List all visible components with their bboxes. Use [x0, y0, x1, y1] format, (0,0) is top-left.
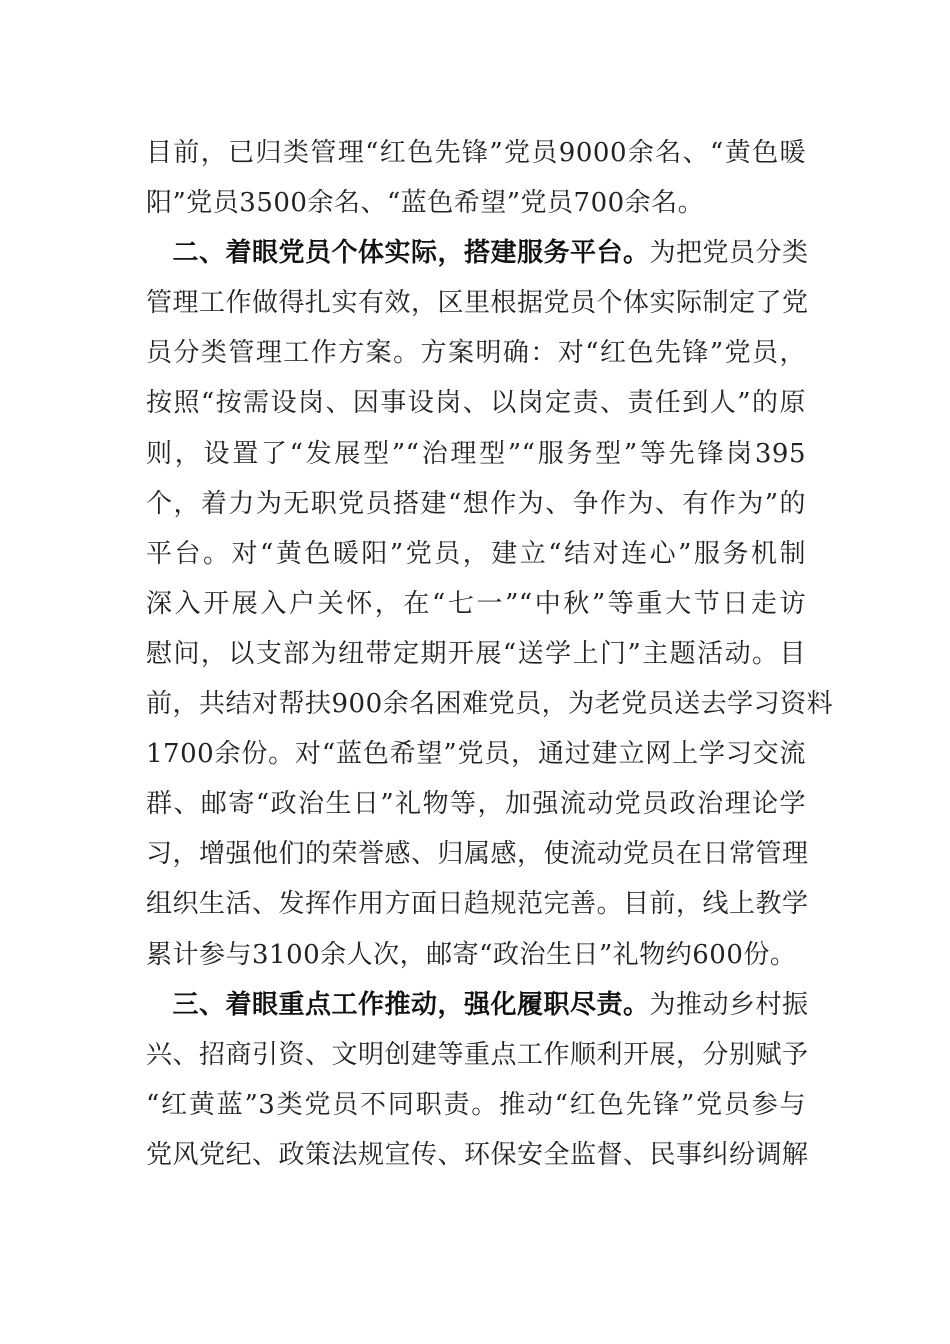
text-line	[146, 278, 809, 328]
text-line	[146, 679, 834, 729]
text-segment: 目前，已归类管理“红色先锋”党员9000余名、“黄色暖	[146, 138, 806, 168]
text-segment: 前，共结对帮扶900余名困难党员，为老党员送去学习资料	[146, 689, 834, 720]
text-segment: 党风党纪、政策法规宣传、环保安全监督、民事纠纷调解	[146, 1139, 809, 1170]
text-segment: 则，设置了“发展型”“治理型”“服务型”等先锋岗395	[146, 438, 806, 469]
text-line	[146, 328, 806, 378]
text-segment: “红黄蓝”3类党员不同职责。推动“红色先锋”党员参与	[146, 1089, 806, 1120]
text-line	[146, 228, 809, 278]
text-segment: 习，增强他们的荣誉感、归属感，使流动党员在日常管理	[146, 839, 809, 870]
text-segment: 群、邮寄“政治生日”礼物等，加强流动党员政治理论学	[146, 789, 806, 820]
text-line	[146, 479, 806, 529]
text-line	[146, 629, 806, 679]
text-segment: 员分类管理工作方案。方案明确：对“红色先锋”党员，	[146, 338, 806, 369]
body-text	[146, 128, 834, 1180]
text-line	[146, 729, 806, 779]
text-line	[146, 529, 806, 579]
text-segment: 组织生活、发挥作用方面日趋规范完善。目前，线上教学	[146, 889, 809, 920]
text-line	[146, 1030, 809, 1080]
text-line	[146, 378, 806, 428]
text-line	[146, 779, 806, 829]
text-line	[146, 980, 809, 1030]
text-line	[146, 829, 809, 879]
text-segment: 为推动乡村振	[649, 989, 809, 1020]
text-segment: 平台。对“黄色暖阳”党员，建立“结对连心”服务机制	[146, 538, 806, 569]
text-segment: 兴、招商引资、文明创建等重点工作顺利开展，分别赋予	[146, 1039, 809, 1070]
text-line	[146, 1080, 806, 1130]
text-line	[146, 178, 806, 228]
text-line	[146, 128, 806, 178]
text-segment: 1700余份。对“蓝色希望”党员，通过建立网上学习交流	[146, 739, 806, 770]
text-segment: 累计参与3100余人次，邮寄“政治生日”礼物约600份。	[146, 939, 797, 970]
text-line	[146, 429, 806, 479]
text-segment: 按照“按需设岗、因事设岗、以岗定责、责任到人”的原	[146, 388, 806, 419]
text-segment: 慰问，以支部为纽带定期开展“送学上门”主题活动。目	[146, 638, 806, 669]
text-segment: 深入开展入户关怀，在“七一”“中秋”等重大节日走访	[146, 588, 806, 619]
text-line	[146, 579, 806, 629]
section-heading: 二、着眼党员个体实际，搭建服务平台。	[146, 238, 650, 269]
text-segment: 为把党员分类	[649, 238, 809, 269]
text-line	[146, 879, 809, 929]
text-segment: 管理工作做得扎实有效，区里根据党员个体实际制定了党	[146, 288, 809, 319]
text-segment: 个，着力为无职党员搭建“想作为、争作为、有作为”的	[146, 488, 806, 519]
text-line	[146, 930, 806, 980]
text-segment: 阳”党员3500余名、“蓝色希望”党员700余名。	[146, 188, 705, 219]
section-heading: 三、着眼重点工作推动，强化履职尽责。	[146, 989, 650, 1020]
text-line	[146, 1130, 809, 1180]
